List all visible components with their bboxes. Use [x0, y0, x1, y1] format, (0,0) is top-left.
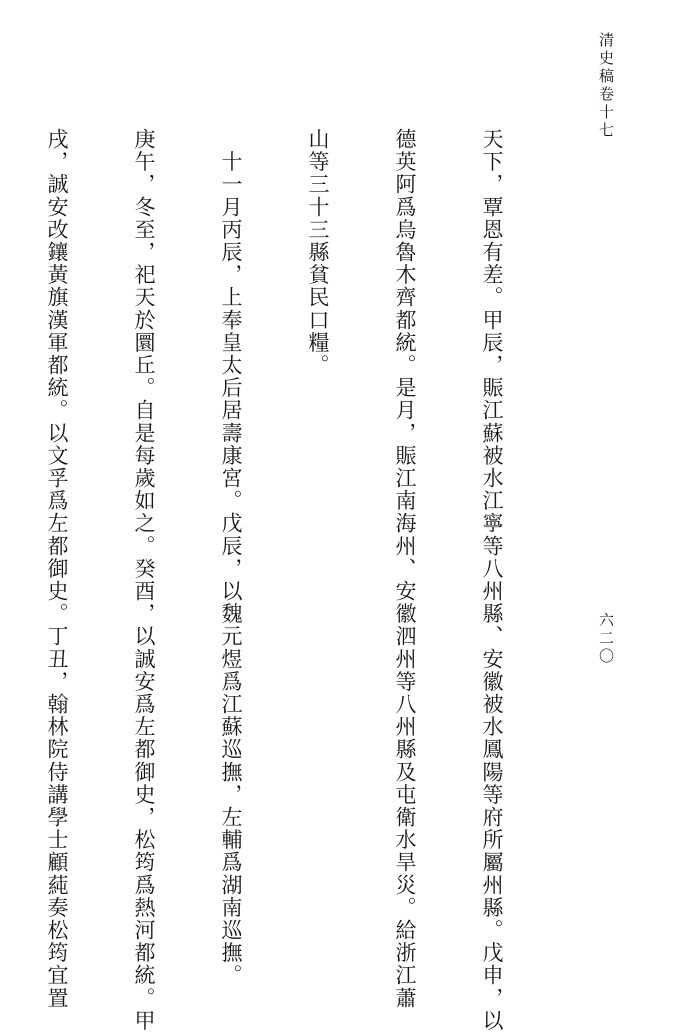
text-column: 庚午，冬至，祀天於圜丘。自是每歲如之。癸酉，以誠安爲左都御史，松筠爲熱河都統。甲 — [132, 128, 156, 1032]
page-number: 六二〇 — [597, 612, 615, 666]
text-column: 戌，誠安改鑲黃旗漢軍都統。以文孚爲左都御史。丁丑，翰林院侍講學士顧蒓奏松筠宜置 — [45, 128, 69, 1010]
running-header: 清史稿卷十七 — [597, 32, 615, 140]
text-column: 十一月丙辰，上奉皇太后居壽康宮。戊辰，以魏元煜爲江蘇巡撫，左輔爲湖南巡撫。 — [219, 128, 243, 987]
text-column: 天下，覃恩有差。甲辰，賑江蘇被水江寧等八州縣、安徽被水鳳陽等府所屬州縣。戊申，以 — [480, 128, 504, 1032]
body-text — [45, 128, 564, 1032]
text-column: 山等三十三縣貧民口糧。 — [306, 128, 330, 377]
text-column: 德英阿爲烏魯木齊都統。是月，賑江南海州、安徽泗州等八州縣及屯衛水旱災。給浙江蕭 — [393, 128, 417, 1010]
